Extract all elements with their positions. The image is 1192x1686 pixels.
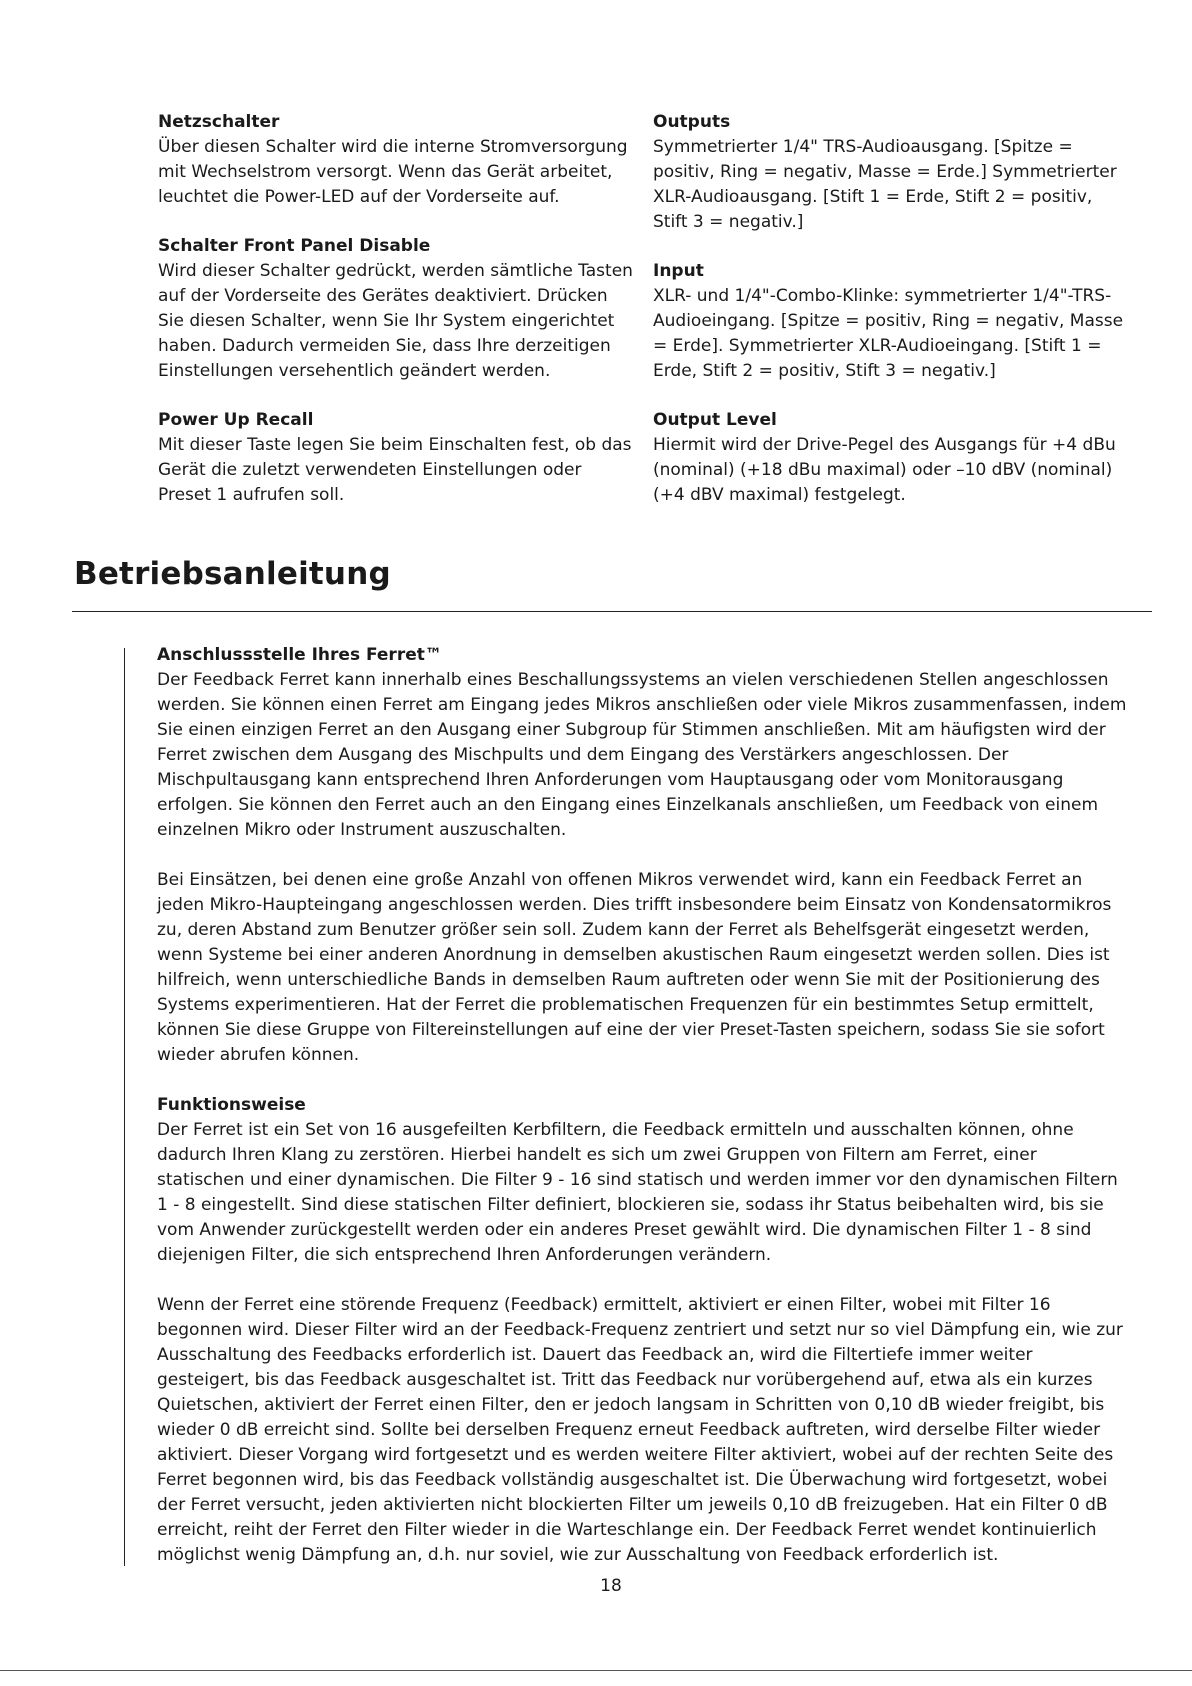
paragraph: Der Feedback Ferret kann innerhalb eines Beschallungssystems an vielen verschiedenen Stellen angeschlossen werden. Sie können einen Ferret am Eingang jedes Mikros anschließen oder viele Mikros zusammenfassen, indem Sie einen einzigen Ferret an den Ausgang einer Subgroup für Stimmen anschließen. Mit am häufigsten wird der Ferret zwischen dem Ausgang des Mischpults und dem Eingang des Verstärkers angeschlossen. Der Mischpultausgang kann entsprechend Ihren Anforderungen vom Hauptausgang oder vom Monitorausgang erfolgen. Sie können den Ferret auch an den Eingang eines Einzelkanals anschließen, um Feedback von einem einzelnen Mikro oder Instrument auszuschalten. [157,670,1127,840]
body-content [157,643,1127,1593]
section-heading: Netzschalter [158,112,280,132]
page-bottom-edge [0,1670,1192,1686]
chapter-heading: Betriebsanleitung [74,556,391,592]
page-number: 18 [600,1576,622,1596]
paragraph: Bei Einsätzen, bei denen eine große Anzahl von offenen Mikros verwendet wird, kann ein Feedback Ferret an jeden Mikro-Haupteingang angeschlossen werden. Dies trifft insbesondere beim Einsatz von Kondensatormikros zu, deren Abstand zum Benutzer größer sein soll. Zudem kann der Ferret als Behelfsgerät eingesetzt werden, wenn Systeme bei einer anderen Anordnung in demselben akustischen Raum eingesetzt werden sollen. Dies ist hilfreich, wenn unterschiedliche Bands in demselben Raum auftreten oder wenn Sie mit der Positionierung des Systems experimentieren. Hat der Ferret die problematischen Frequenzen für ein bestimmtes Setup ermittelt, können Sie diese Gruppe von Filtereinstellungen auf eine der vier Preset-Tasten speichern, sodass Sie sie sofort wieder abrufen können. [157,870,1112,1065]
section-heading: Schalter Front Panel Disable [158,236,431,256]
block-anschlussstelle [157,643,1127,843]
section-output-level [653,408,1128,508]
section-power-up-recall [158,408,633,508]
section-heading: Outputs [653,112,731,132]
section-heading: Output Level [653,410,777,430]
section-text: Mit dieser Taste legen Sie beim Einschalten fest, ob das Gerät die zuletzt verwendeten Einstellungen oder Preset 1 aufrufen soll. [158,435,632,505]
paragraph: Wenn der Ferret eine störende Frequenz (Feedback) ermittelt, aktiviert er einen Filter, wobei mit Filter 16 begonnen wird. Dieser Filter wird an der Feedback-Frequenz zentriert und setzt nur so viel Dämpfung ein, wie zur Ausschaltung des Feedbacks erforderlich ist. Dauert das Feedback an, wird die Filtertiefe immer weiter gesteigert, bis das Feedback ausgeschaltet ist. Tritt das Feedback nur vorübergehend auf, etwa als ein kurzes Quietschen, aktiviert der Ferret einen Filter, den er jedoch langsam in Schritten von 0,10 dB wieder freigibt, bis wieder 0 dB erreicht sind. Sollte bei derselben Frequenz erneut Feedback auftreten, wird derselbe Filter wieder aktiviert. Dieser Vorgang wird fortgesetzt und es werden weitere Filter aktiviert, wobei auf der rechten Seite des Ferret begonnen wird, bis das Feedback vollständig ausgeschaltet ist. Die Überwachung wird fortgesetzt, wobei der Ferret versucht, jeden aktivierten nicht blockierten Filter um jeweils 0,10 dB freizugeben. Hat ein Filter 0 dB erreicht, reiht der Ferret den Filter wieder in die Warteschlange ein. Der Feedback Ferret wendet kontinuierlich möglichst wenig Dämpfung an, d.h. nur soviel, wie zur Ausschaltung von Feedback erforderlich ist. [157,1295,1123,1565]
section-heading: Power Up Recall [158,410,314,430]
section-outputs [653,110,1128,235]
right-column [653,110,1128,532]
left-column [158,110,633,532]
section-text: Wird dieser Schalter gedrückt, werden sämtliche Tasten auf der Vorderseite des Gerätes deaktiviert. Drücken Sie diesen Schalter, wenn Sie Ihr System eingerichtet haben. Dadurch vermeiden Sie, dass Ihre derzeitigen Einstellungen versehentlich geändert werden. [158,261,633,381]
section-netzschalter [158,110,633,210]
margin-bar [124,648,125,1566]
section-text: Symmetrierter 1/4" TRS-Audioausgang. [Spitze = positiv, Ring = negativ, Masse = Erde.] Symmetrierter XLR-Audioausgang. [Stift 1 = Erde, Stift 2 = positiv, Stift 3 = negativ.] [653,137,1117,232]
section-text: XLR- und 1/4"-Combo-Klinke: symmetrierter 1/4"-TRS-Audioeingang. [Spitze = positiv, Ring = negativ, Masse = Erde]. Symmetrierter XLR-Audioeingang. [Stift 1 = Erde, Stift 2 = positiv, Stift 3 = negativ.] [653,286,1124,381]
block-feedback-erkennung [157,1293,1127,1568]
block-funktionsweise [157,1093,1127,1268]
section-input [653,259,1128,384]
section-front-panel-disable [158,234,633,384]
heading-divider [72,611,1152,612]
paragraph: Der Ferret ist ein Set von 16 ausgefeilten Kerbfiltern, die Feedback ermitteln und ausschalten können, ohne dadurch Ihren Klang zu zerstören. Hierbei handelt es sich um zwei Gruppen von Filtern am Ferret, einer statischen und einer dynamischen. Die Filter 9 - 16 sind statisch und werden immer vor den dynamischen Filtern 1 - 8 eingestellt. Sind diese statischen Filter definiert, blockieren sie, sodass ihr Status beibehalten wird, bis sie vom Anwender zurückgestellt werden oder ein anderes Preset gewählt wird. Die dynamischen Filter 1 - 8 sind diejenigen Filter, die sich entsprechend Ihren Anforderungen verändern. [157,1120,1118,1265]
section-text: Hiermit wird der Drive-Pegel des Ausgangs für +4 dBu (nominal) (+18 dBu maximal) oder –10 dBV (nominal) (+4 dBV maximal) festgelegt. [653,435,1116,505]
subheading: Anschlussstelle Ihres Ferret™ [157,645,442,665]
section-text: Über diesen Schalter wird die interne Stromversorgung mit Wechselstrom versorgt. Wenn das Gerät arbeitet, leuchtet die Power-LED auf der Vorderseite auf. [158,137,628,207]
block-einsaetze [157,868,1127,1068]
section-heading: Input [653,261,704,281]
subheading: Funktionsweise [157,1095,306,1115]
